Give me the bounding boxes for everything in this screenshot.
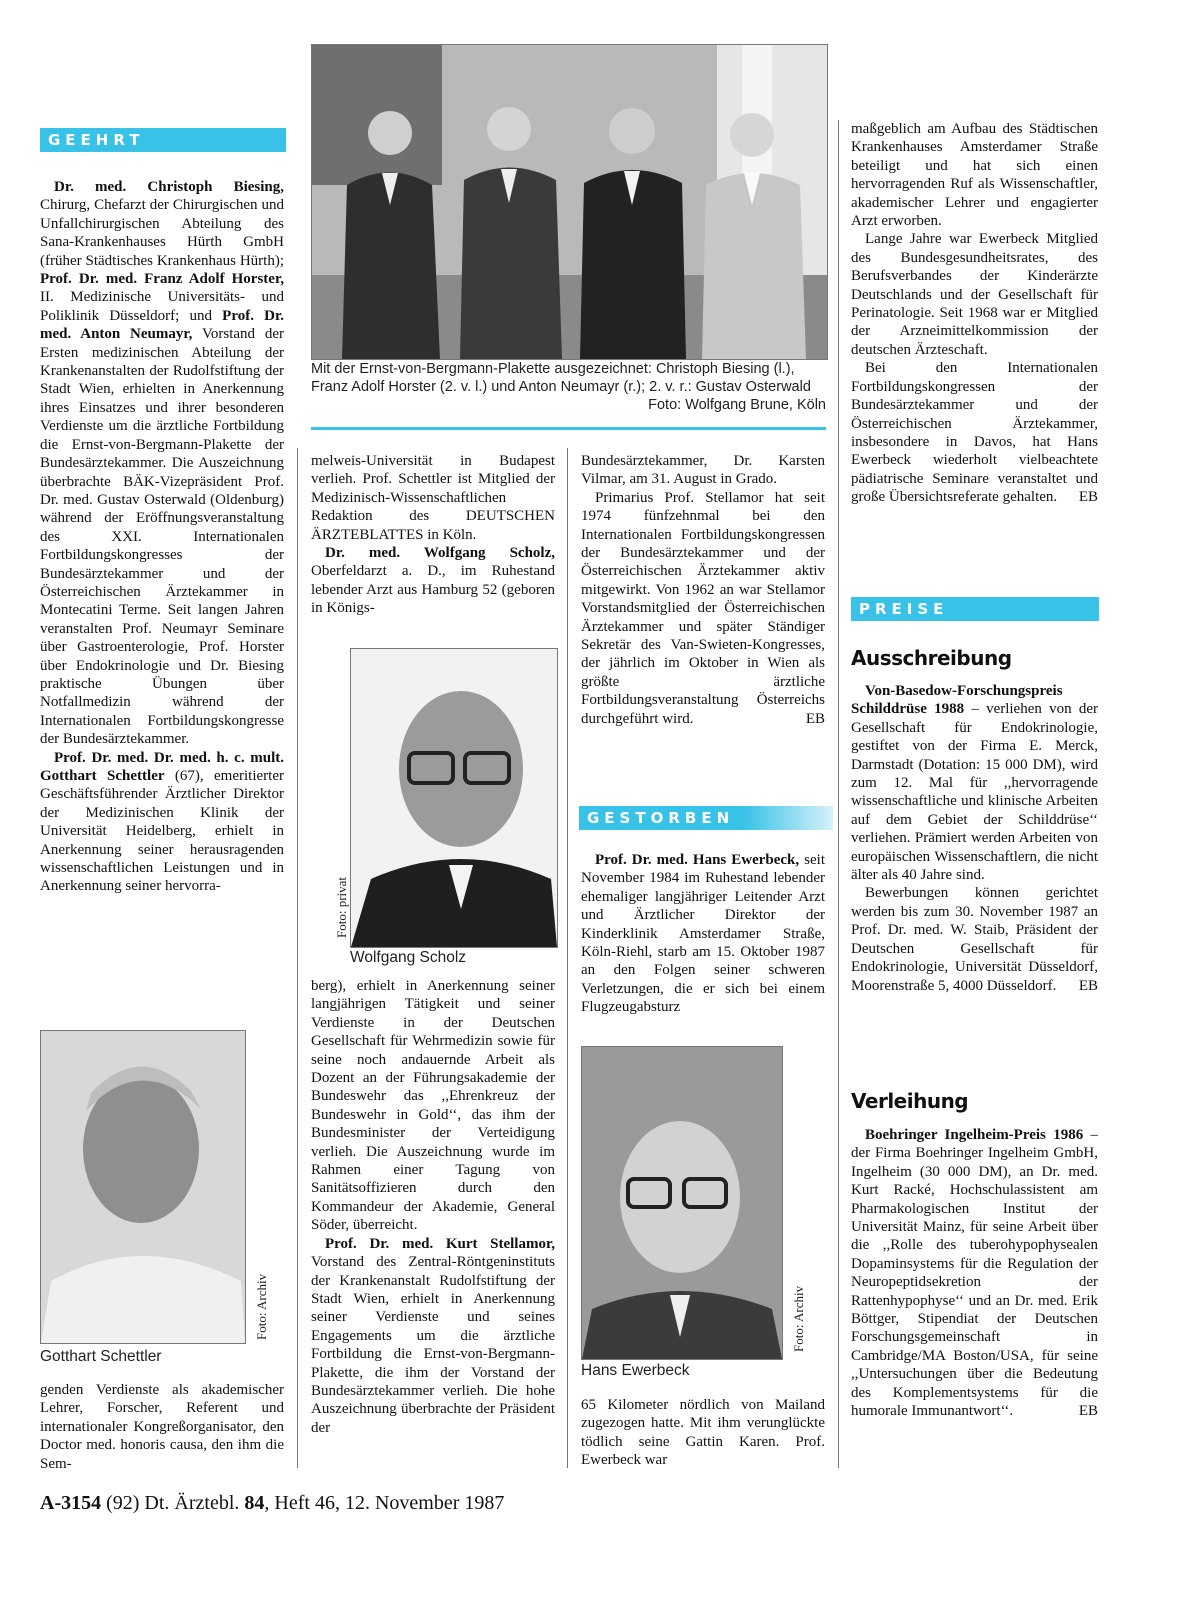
name-horster: Prof. Dr. med. Franz Adolf Horster, xyxy=(40,271,284,288)
article-ewerbeck-davos: Bei den Internationalen Fortbildungskongressen der Bundesärztekammer und der Österreichischen Ärztekammer, insbesondere in Davos, hat Hans Ewerbeck wiederholt vielbeachtete pädiatrische Seminare veranstaltet und große Übersichtsreferate gehalten. EB xyxy=(851,360,1098,506)
portrait-scholz-image xyxy=(351,649,557,947)
article-stellamor-continued: Bundesärztekammer, Dr. Karsten Vilmar, am 31. August in Grado. xyxy=(581,453,825,488)
volume-number: 84 xyxy=(244,1492,265,1514)
name-scholz: Dr. med. Wolfgang Scholz, xyxy=(325,545,555,562)
column-4-ausschreibung xyxy=(851,682,1098,1042)
name-stellamor: Prof. Dr. med. Kurt Stellamor, xyxy=(325,1235,555,1252)
credit-schettler: Foto: Archiv xyxy=(254,1273,269,1340)
column-rule-2 xyxy=(567,448,568,1468)
column-1-bottom xyxy=(40,1381,284,1471)
portrait-ewerbeck-image xyxy=(582,1047,782,1359)
column-4-verleihung xyxy=(851,1126,1098,1472)
signature-eb: EB xyxy=(1078,1403,1098,1420)
group-photo-caption xyxy=(311,360,826,414)
credit-ewerbeck: Foto: Archiv xyxy=(791,1285,806,1352)
article-stellamor-end: Primarius Prof. Stellamor hat seit 1974 fünfzehnmal bei den Internationalen Fortbildungskongressen der Bundesärztekammer und der Österreichischen Ärztekammer aktiv mitgewirkt. Von 1962 an war Stellamor Vorstandsmitglied der Österreichischen Ärztekammer und später Ständiger Sekretär des Van-Swieten-Kongresses, der jährlich im Oktober in Wien als größte ärztliche Fortbildungsveranstaltung Österreichs durchgeführt wird. EB xyxy=(581,489,825,727)
article-ewerbeck-column-4: maßgeblich am Aufbau des Städtischen Krankenhauses Amsterdamer Straße beteiligt und hat sich einen hervorragenden Ruf als Wissenschaftler, akademischer Lehrer und engagierter Arzt erworben. xyxy=(851,121,1098,230)
column-4-top xyxy=(851,120,1098,565)
signature-eb: EB xyxy=(1078,977,1098,994)
group-photo-credit: Foto: Wolfgang Brune, Köln xyxy=(648,397,826,413)
article-biesing-horster-neumayr: Dr. med. Christoph Biesing, Chirurg, Chefarzt der Chirurgischen und Unfallchirurgischen Abteilung des Sana-Krankenhauses Hürth GmbH (früher Städtisches Krankenhaus Hürth); Prof. Dr. med. Franz Adolf Horster, II. Medizinische Universitäts- und Poliklinik Düsseldorf; und Prof. Dr. med. Anton Neumayr, Vorstand der Ersten medizinischen Abteilung der Krankenanstalten der Rudolfstiftung der Stadt Wien, erhielten in Anerkennung ihres Einsatzes und ihrer besonderen Verdienste um die ärztliche Fortbildung die Ernst-von-Bergmann-Plakette der Bundesärztekammer. Die Auszeichnung überbrachte BÄK-Vizepräsident Prof. Dr. med. Gustav Osterwald (Oldenburg) während der Eröffnungsveranstaltung des XXI. Internationalen Fortbildungskongresses der Bundesärztekammer und der Österreichischen Ärztekammer in Montecatini Terme. Seit langen Jahren veranstalten Prof. Neumayr Seminare über Gastroenterologie, Prof. Horster über Endokrinologie und Dr. Biesing praktische Übungen über Notfallmedizin während der Internationalen Fortbildungskongresse der Bundesärztekammer. xyxy=(40,179,284,748)
article-boehringer-preis: Boehringer Ingelheim-Preis 1986 – der Firma Boehringer Ingelheim GmbH, Ingelheim (30 000 DM), an Dr. med. Kurt Racké, Hochschulassistent am Pharmakologischen Institut der Universität Mainz, für seine Arbeit über die ,,Rolle des tuberohypophysealen Dopaminsystems für die Regulation der Neuropeptidsekretion der Rattenhypophyse‘‘ und an Dr. med. Erik Böttger, Stipendiat der Deutschen Forschungsgemeinschaft in Cambridge/MA Boston/USA, für seine ,,Untersuchungen über die Bedeutung des Komplementsystems für die humorale Immunantwort‘‘. EB xyxy=(851,1127,1098,1420)
caption-schettler: Gotthart Schettler xyxy=(40,1348,162,1365)
column-2-bottom xyxy=(311,977,555,1471)
article-stellamor: Prof. Dr. med. Kurt Stellamor, Vorstand des Zentral-Röntgeninstituts der Krankenanstalt Rudolfstiftung der Stadt Wien, erhielt in Anerkennung seiner Verdienste und seines Engagements um die ärztliche Fortbildung die Ernst-von-Bergmann-Plakette, die ihm der Vorstand der Bundesärztekammer verlieh. Die hohe Auszeichnung überbrachte der Präsident der xyxy=(311,1235,555,1436)
name-basedow-preis: Von-Basedow-Forschungspreis Schilddrüse 1988 xyxy=(851,683,1063,718)
column-3-mid xyxy=(581,851,825,1039)
page-footer: A-3154 (92) Dt. Ärztebl. 84, Heft 46, 12. November 1987 xyxy=(40,1492,505,1514)
rubric-verleihung: Verleihung xyxy=(851,1089,969,1113)
caption-ewerbeck: Hans Ewerbeck xyxy=(581,1362,690,1379)
column-rule-3 xyxy=(838,120,839,1468)
section-banner-geehrt: GEEHRT xyxy=(40,128,286,152)
name-neumayr: Prof. Dr. med. Anton Neumayr, xyxy=(40,307,284,343)
name-schettler: Prof. Dr. med. Dr. med. h. c. mult. Gotthart Schettler xyxy=(40,749,284,784)
group-photo-image xyxy=(312,45,827,359)
name-boehringer-preis: Boehringer Ingelheim-Preis 1986 xyxy=(865,1127,1084,1143)
portrait-scholz xyxy=(350,648,558,948)
signature-eb: EB xyxy=(1078,489,1098,506)
column-3-top xyxy=(581,452,825,782)
portrait-ewerbeck xyxy=(581,1046,783,1360)
article-schettler-continued: genden Verdienste als akademischer Lehrer, Forscher, Referent und internationaler Kongreßorganisator, den Doctor med. honoris causa, den ihm die Sem- xyxy=(40,1382,284,1471)
article-schettler-end: melweis-Universität in Budapest verlieh. Prof. Schettler ist Mitglied der Medizinisch-Wissenschaftlichen Redaktion des DEUTSCHEN ÄRZTEBLATTES in Köln. xyxy=(311,453,555,543)
credit-scholz: Foto: privat xyxy=(334,876,349,938)
caption-scholz: Wolfgang Scholz xyxy=(350,949,467,966)
name-biesing: Dr. med. Christoph Biesing, xyxy=(54,179,284,195)
article-scholz-continued: berg), erhielt in Anerkennung seiner langjährigen Tätigkeit und seiner Verdienste in der Deutschen Gesellschaft für Wehrmedizin sowie für seine noch andauernde Arbeit als Dozent an der Führungsakademie der Bundeswehr das ,,Ehrenkreuz der Bundeswehr in Gold‘‘, das ihm der Bundesminister der Verteidigung verlieh. Die Auszeichnung wurde im Rahmen einer Tagung von Sanitätsoffizieren durch den Kommandeur der Akademie, General Söder, überreicht. xyxy=(311,978,555,1234)
article-ewerbeck-continued: 65 Kilometer nördlich von Mailand zugezogen hatte. Mit ihm verunglückte tödlich seine Gattin Karen. Prof. Ewerbeck war xyxy=(581,1397,825,1469)
name-ewerbeck: Prof. Dr. med. Hans Ewerbeck, xyxy=(595,852,800,868)
article-ewerbeck: Prof. Dr. med. Hans Ewerbeck, seit November 1984 im Ruhestand lebender ehemaliger langjähriger Leitender Arzt und Ärztlicher Direktor der Kinderklinik Amsterdamer Straße, Köln-Riehl, starb am 15. Oktober 1987 an den Folgen seiner schweren Verletzungen, die er sich bei einem Flugzeugabsturz xyxy=(581,852,825,1016)
article-scholz: Dr. med. Wolfgang Scholz, Oberfeldarzt a. D., im Ruhestand lebender Arzt aus Hamburg 52 (geboren in Königs- xyxy=(311,545,555,617)
column-3-bottom xyxy=(581,1396,825,1470)
column-rule-1 xyxy=(297,448,298,1468)
rubric-ausschreibung: Ausschreibung xyxy=(851,646,1012,670)
article-schettler: Prof. Dr. med. Dr. med. h. c. mult. Gotthart Schettler (67), emeritierter Geschäftsführender Ärztlicher Direktor der Medizinischen Klinik der Universität Heidelberg, erhielt in Anerkennung seiner herausragenden wissenschaftlichen Leistungen und in Anerkennung seiner hervorra- xyxy=(40,749,284,895)
signature-eb: EB xyxy=(805,710,825,727)
page-number: A-3154 xyxy=(40,1492,102,1514)
article-basedow-preis: Von-Basedow-Forschungspreis Schilddrüse 1988 – verliehen von der Gesellschaft für Endokrinologie, gestiftet von der Firma E. Merck, Darmstadt (Dotation: 15 000 DM), wird zum 12. Mal für ,,hervorragende wissenschaftliche und klinische Arbeiten auf dem Gebiet der Schilddrüse‘‘ verliehen. Prämiert werden Arbeiten von europäischen Wissenschaftlern, die nicht älter als 40 Jahre sind. xyxy=(851,683,1098,884)
section-banner-gestorben: GESTORBEN xyxy=(579,806,833,830)
group-photo-caption-text: Mit der Ernst-von-Bergmann-Plakette ausgezeichnet: Christoph Biesing (l.), Franz Adolf Horster (2. v. l.) und Anton Neumayr (r.); 2. v. r.: Gustav Osterwald xyxy=(311,361,811,395)
column-1-top xyxy=(40,178,284,1020)
column-2-top xyxy=(311,452,555,638)
portrait-schettler-image xyxy=(41,1031,245,1343)
article-bewerbungen: Bewerbungen können gerichtet werden bis zum 30. November 1987 an Prof. Dr. med. W. Staib, Präsident der Deutschen Gesellschaft für Endokrinologie, Universität Düsseldorf, Moorenstraße 5, 4000 Düsseldorf. EB xyxy=(851,885,1098,994)
article-ewerbeck-memberships: Lange Jahre war Ewerbeck Mitglied des Bundesgesundheitsrates, des Berufsverbandes der Kinderärzte Deutschlands und der Gesellschaft für Perinatologie. Seit 1968 war er Mitglied der Arzneimittelkommission der deutschen Ärzteschaft. xyxy=(851,231,1098,358)
portrait-schettler xyxy=(40,1030,246,1344)
section-banner-preise: PREISE xyxy=(851,597,1099,621)
group-photo xyxy=(311,44,828,360)
blue-divider xyxy=(311,427,826,430)
